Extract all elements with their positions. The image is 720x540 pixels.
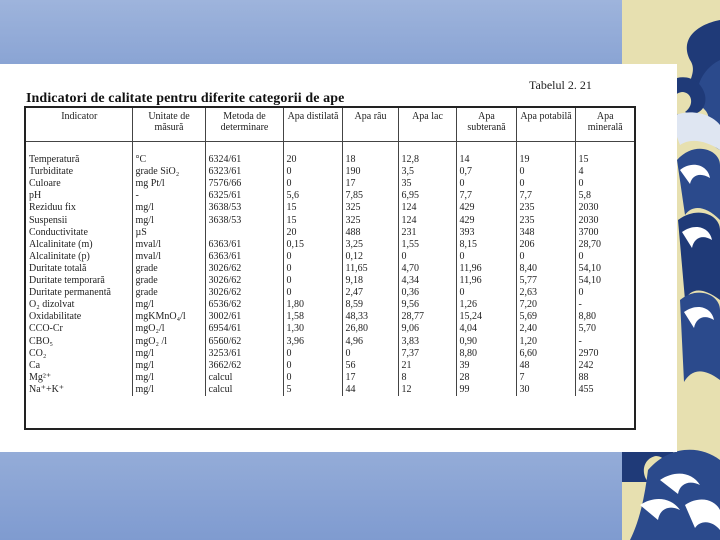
value-cell: 7,37 [398,348,456,360]
indicator-cell: Temperatură [29,154,80,166]
value-cell: 28 [456,372,516,384]
value-cell: 54,10 [575,263,634,275]
value-cell: 0 [456,287,516,299]
value-cell: 124 [398,202,456,214]
value-cell: 88 [575,372,634,384]
value-cell: 1,55 [398,239,456,251]
value-cell: - [575,336,634,348]
table-title: Indicatori de calitate pentru diferite categorii de ape [26,91,345,106]
table-row [26,299,634,311]
value-cell: 5,70 [575,323,634,335]
spacer-cell [26,142,132,155]
header-mineral: Apa minerală [575,108,634,142]
value-cell: 20 [283,227,342,239]
header-potable: Apa potabilă [516,108,575,142]
value-cell: grade SiO₂ [132,166,205,178]
value-cell: 0,90 [456,336,516,348]
spacer-cell [398,142,456,155]
value-cell: 8,80 [575,311,634,323]
value-cell: 124 [398,215,456,227]
value-cell: 7,7 [516,190,575,202]
indicator-cell: Mg²⁺ [29,371,52,383]
value-cell: 0 [516,178,575,190]
header-underground: Apa subterană [456,108,516,142]
header-lake: Apa lac [398,108,456,142]
value-cell: 2030 [575,202,634,214]
table-row [26,323,634,335]
value-cell: 348 [516,227,575,239]
value-cell: 0,15 [283,239,342,251]
value-cell: 0,36 [398,287,456,299]
header-river: Apa râu [342,108,398,142]
value-cell: 15,24 [456,311,516,323]
value-cell: mg/l [132,360,205,372]
value-cell: 3,5 [398,166,456,178]
value-cell: 0 [516,166,575,178]
value-cell: 2030 [575,215,634,227]
table-row [26,239,634,251]
value-cell: 18 [342,154,398,166]
indicator-cell: CCO-Cr [29,323,63,335]
table-row [26,287,634,299]
table-row [26,360,634,372]
value-cell: 6954/61 [205,323,283,335]
value-cell: 44 [342,384,398,396]
value-cell: mg/l [132,202,205,214]
value-cell: mgO₂ /l [132,336,205,348]
value-cell: 8,15 [456,239,516,251]
value-cell: mg/l [132,348,205,360]
value-cell: 0 [283,251,342,263]
spacer-cell [132,142,205,155]
value-cell: 488 [342,227,398,239]
value-cell: mval/l [132,251,205,263]
value-cell: 6325/61 [205,190,283,202]
indicator-cell: Alcalinitate (p) [29,250,90,262]
value-cell: 5,69 [516,311,575,323]
indicator-cell: Reziduu fix [29,202,76,214]
spacer-cell [575,142,634,155]
value-cell: 17 [342,372,398,384]
indicator-cell: Duritate totală [29,262,87,274]
value-cell: 6560/62 [205,336,283,348]
value-cell: 15 [283,202,342,214]
indicator-cell: Na⁺+K⁺ [29,383,65,395]
value-cell: 0,7 [456,166,516,178]
value-cell: 0,12 [342,251,398,263]
value-cell: 48 [516,360,575,372]
value-cell: 6363/61 [205,239,283,251]
value-cell: 4,70 [398,263,456,275]
indicator-cell: CBO₅ [29,335,54,347]
value-cell: calcul [205,384,283,396]
value-cell: 206 [516,239,575,251]
value-cell: 8,80 [456,348,516,360]
value-cell: mval/l [132,239,205,251]
indicator-cell: O₂ dizolvat [29,299,75,311]
value-cell: 7,20 [516,299,575,311]
value-cell: 99 [456,384,516,396]
value-cell: 0 [283,263,342,275]
value-cell: 15 [283,215,342,227]
value-cell: 15 [575,154,634,166]
value-cell: calcul [205,372,283,384]
table-spacer-row [26,142,634,155]
value-cell: 48,33 [342,311,398,323]
header-distilled: Apa distilată [283,108,342,142]
value-cell: 0 [283,166,342,178]
value-cell: 393 [456,227,516,239]
value-cell: 8,59 [342,299,398,311]
value-cell: 325 [342,202,398,214]
value-cell: 26,80 [342,323,398,335]
value-cell: 17 [342,178,398,190]
value-cell: 3026/62 [205,287,283,299]
value-cell: 3,83 [398,336,456,348]
value-cell: 2,47 [342,287,398,299]
table-row [26,336,634,348]
table-row [26,372,634,384]
table-row [26,263,634,275]
indicator-cell: Duritate permanentă [29,287,111,299]
value-cell: 4,96 [342,336,398,348]
value-cell: 6323/61 [205,166,283,178]
value-cell: 0 [283,372,342,384]
value-cell: 1,20 [516,336,575,348]
table-row [26,251,634,263]
value-cell: 28,77 [398,311,456,323]
value-cell: 3700 [575,227,634,239]
value-cell: 3026/62 [205,275,283,287]
value-cell: 11,65 [342,263,398,275]
value-cell: 429 [456,202,516,214]
value-cell: 0 [283,178,342,190]
value-cell: 21 [398,360,456,372]
water-quality-table [26,108,634,396]
value-cell: 6,95 [398,190,456,202]
table-body [26,142,634,396]
table-number: Tabelul 2. 21 [529,78,592,92]
value-cell: grade [132,263,205,275]
table-row [26,166,634,178]
value-cell: 0 [283,275,342,287]
value-cell: 5 [283,384,342,396]
value-cell: 8 [398,372,456,384]
value-cell: µS [132,227,205,239]
value-cell: 242 [575,360,634,372]
value-cell: 231 [398,227,456,239]
value-cell: 8,40 [516,263,575,275]
value-cell: 7,7 [456,190,516,202]
value-cell: 6324/61 [205,154,283,166]
value-cell: 429 [456,215,516,227]
value-cell: 12 [398,384,456,396]
indicator-cell: Culoare [29,178,61,190]
value-cell: 1,26 [456,299,516,311]
value-cell: 7,85 [342,190,398,202]
value-cell: mgO₂/l [132,323,205,335]
value-cell: 3638/53 [205,202,283,214]
value-cell: 11,96 [456,263,516,275]
value-cell: 9,56 [398,299,456,311]
value-cell: 3002/61 [205,311,283,323]
value-cell: 0 [398,251,456,263]
value-cell: 9,06 [398,323,456,335]
value-cell: mg Pt/l [132,178,205,190]
value-cell: 0 [283,360,342,372]
header-indicator: Indicator [26,108,132,142]
value-cell: 4 [575,166,634,178]
indicator-cell: Turbiditate [29,166,74,178]
value-cell [205,227,283,239]
value-cell: - [575,299,634,311]
value-cell: 0 [575,287,634,299]
value-cell: grade [132,287,205,299]
value-cell: grade [132,275,205,287]
table-row [26,227,634,239]
value-cell: 235 [516,202,575,214]
indicator-cell: Ca [29,359,41,371]
value-cell: 1,80 [283,299,342,311]
table-header-row [26,108,634,142]
value-cell: 325 [342,215,398,227]
table-row [26,311,634,323]
value-cell: 28,70 [575,239,634,251]
value-cell: 3,25 [342,239,398,251]
table-row [26,154,634,166]
value-cell: mg/l [132,372,205,384]
table-row [26,348,634,360]
value-cell: 5,77 [516,275,575,287]
value-cell: 3638/53 [205,215,283,227]
value-cell: 3253/61 [205,348,283,360]
value-cell: 0 [456,251,516,263]
indicator-cell: Suspensii [29,214,68,226]
table-row [26,178,634,190]
value-cell: 9,18 [342,275,398,287]
value-cell: 6536/62 [205,299,283,311]
value-cell: 12,8 [398,154,456,166]
indicator-cell: Oxidabilitate [29,311,82,323]
value-cell: 1,30 [283,323,342,335]
value-cell: 3,96 [283,336,342,348]
header-unit: Unitate de măsură [132,108,205,142]
value-cell: 0 [342,348,398,360]
value-cell: 19 [516,154,575,166]
value-cell: 30 [516,384,575,396]
spacer-cell [516,142,575,155]
spacer-cell [283,142,342,155]
value-cell: 190 [342,166,398,178]
indicator-cell: Duritate temporară [29,275,105,287]
value-cell: 2,40 [516,323,575,335]
value-cell: 6,60 [516,348,575,360]
value-cell: 455 [575,384,634,396]
value-cell: 54,10 [575,275,634,287]
table-row [26,190,634,202]
value-cell: 0 [516,251,575,263]
value-cell: 0 [283,287,342,299]
value-cell: 0 [575,178,634,190]
spacer-cell [342,142,398,155]
table-row [26,215,634,227]
data-table-frame [24,106,636,430]
indicator-cell: Conductivitate [29,226,88,238]
value-cell: mg/l [132,384,205,396]
value-cell: 5,8 [575,190,634,202]
value-cell: 35 [398,178,456,190]
value-cell: 3662/62 [205,360,283,372]
value-cell: 56 [342,360,398,372]
value-cell: 14 [456,154,516,166]
value-cell: 4,04 [456,323,516,335]
value-cell: 0 [283,348,342,360]
spacer-cell [205,142,283,155]
value-cell: °C [132,154,205,166]
value-cell: 20 [283,154,342,166]
value-cell: - [132,190,205,202]
value-cell: 4,34 [398,275,456,287]
value-cell: 39 [456,360,516,372]
value-cell: 5,6 [283,190,342,202]
value-cell: 6363/61 [205,251,283,263]
value-cell: 2970 [575,348,634,360]
value-cell: 0 [456,178,516,190]
table-row [26,275,634,287]
value-cell: mg/l [132,299,205,311]
value-cell: mgKMnO₄/l [132,311,205,323]
indicator-cell: CO₂ [29,347,47,359]
indicator-cell: Alcalinitate (m) [29,238,93,250]
table-row [26,202,634,214]
value-cell: 2,63 [516,287,575,299]
value-cell: mg/l [132,215,205,227]
value-cell: 7 [516,372,575,384]
header-method: Metoda de determinare [205,108,283,142]
value-cell: 11,96 [456,275,516,287]
value-cell: 3026/62 [205,263,283,275]
indicator-cell: pH [29,190,42,202]
spacer-cell [456,142,516,155]
value-cell: 0 [575,251,634,263]
value-cell: 1,58 [283,311,342,323]
table-row [26,384,634,396]
value-cell: 235 [516,215,575,227]
value-cell: 7576/66 [205,178,283,190]
